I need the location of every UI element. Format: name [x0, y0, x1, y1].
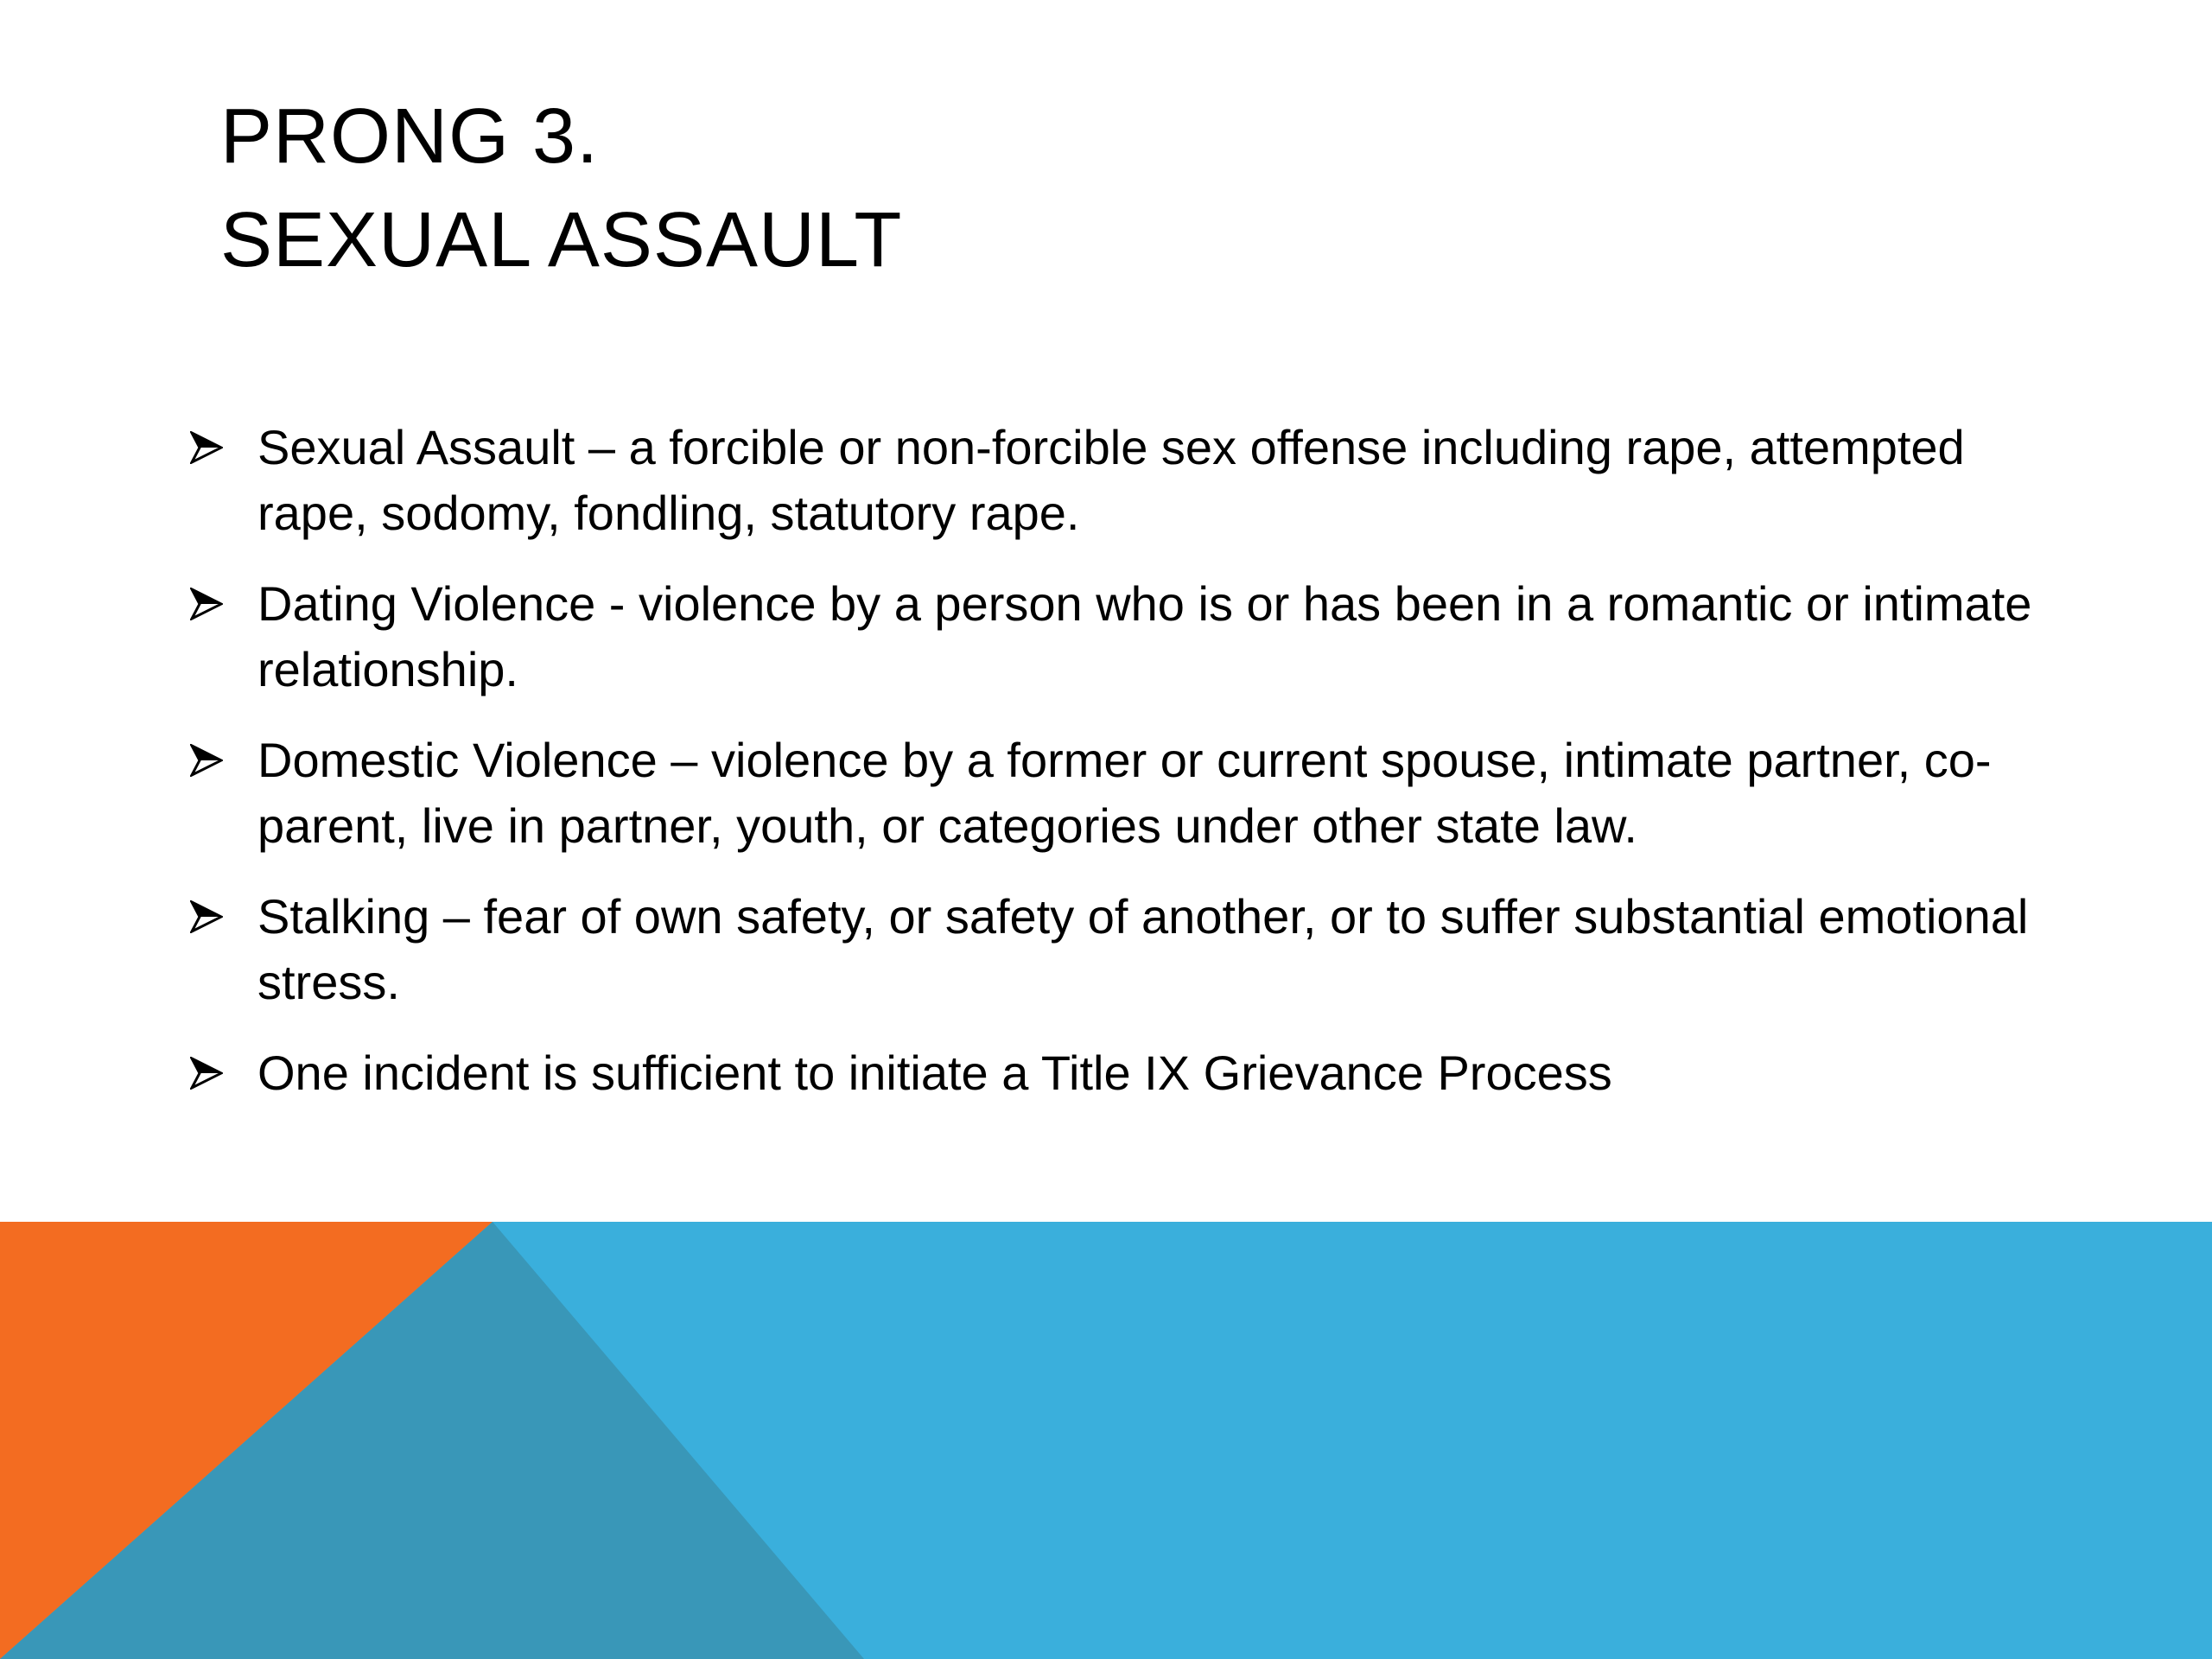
- bullet-list: [190, 415, 2048, 1131]
- bullet-item: [190, 571, 2048, 702]
- arrow-bullet-icon: [190, 1040, 228, 1106]
- title-line-1: PRONG 3.: [220, 93, 600, 180]
- title-line-2: SEXUAL ASSAULT: [220, 197, 903, 283]
- arrow-bullet-icon: [190, 571, 228, 637]
- bullet-item: [190, 728, 2048, 859]
- bullet-item: [190, 884, 2048, 1015]
- slide-title: [220, 85, 902, 292]
- bullet-item: [190, 415, 2048, 546]
- bullet-text: Sexual Assault – a forcible or non-forcible sex offense including rape, attempted rape, sodomy, fondling, statutory rape.: [257, 420, 1965, 540]
- bullet-text: Domestic Violence – violence by a former or current spouse, intimate partner, co-parent, live in partner, youth, or categories under other state law.: [257, 733, 1992, 853]
- decorative-bottom-band: [0, 1222, 2212, 1659]
- bullet-text: One incident is sufficient to initiate a Title IX Grievance Process: [257, 1046, 1612, 1100]
- bullet-item: [190, 1040, 2048, 1106]
- bullet-text: Dating Violence - violence by a person who is or has been in a romantic or intimate relationship.: [257, 576, 2032, 696]
- arrow-bullet-icon: [190, 415, 228, 480]
- arrow-bullet-icon: [190, 884, 228, 950]
- arrow-bullet-icon: [190, 728, 228, 793]
- bullet-text: Stalking – fear of own safety, or safety of another, or to suffer substantial emotional stress.: [257, 889, 2029, 1009]
